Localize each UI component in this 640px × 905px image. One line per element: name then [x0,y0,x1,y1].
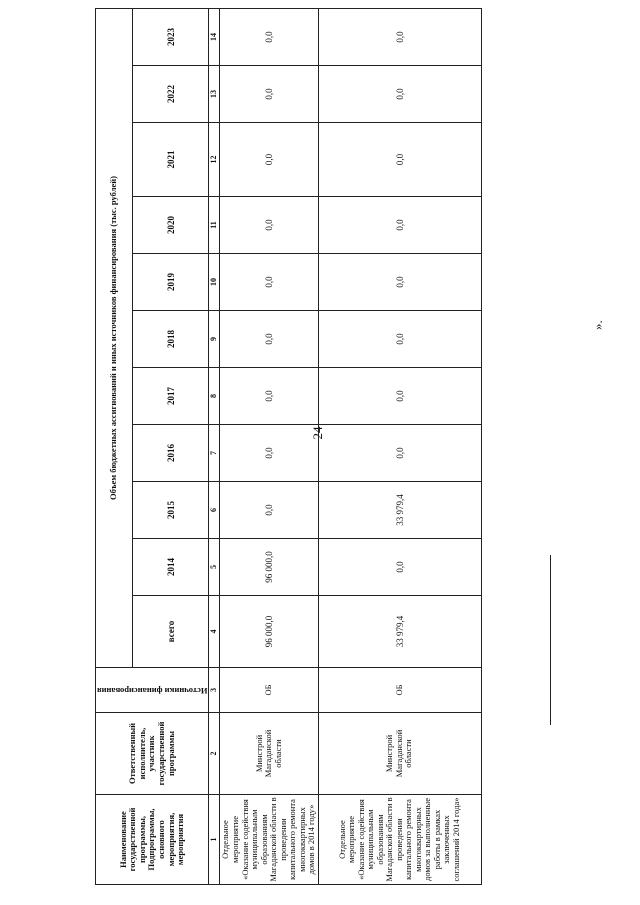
row-total: 96 000,0 [220,596,318,668]
row-value: 0,0 [318,197,481,254]
column-number: 13 [209,66,220,123]
header-responsible: Ответственный исполнитель, участник государственной программы [96,713,209,795]
row-value: 0,0 [220,197,318,254]
row-value: 0,0 [318,66,481,123]
row-value: 0,0 [220,311,318,368]
column-number: 10 [209,254,220,311]
row-value: 0,0 [318,368,481,425]
row-responsible: Минстрой Магаданской области [318,713,481,795]
row-value: 0,0 [220,425,318,482]
column-number: 14 [209,8,220,65]
column-number: 7 [209,425,220,482]
row-value: 0,0 [318,254,481,311]
header-year: 2015 [132,482,209,539]
header-year: 2017 [132,368,209,425]
row-name: Отдельное мероприятие «Оказание содействия муниципальным образованиям Магаданской области в проведении капитального ремонта многоквартирных домов в 2014 году» [220,795,318,885]
column-number: 5 [209,539,220,596]
row-value: 0,0 [318,311,481,368]
row-value: 0,0 [220,66,318,123]
row-name: Отдельное мероприятие «Оказание содействия муниципальным образованиям Магаданской области в проведении капитального ремонта многоквартирных домов за выполненные работы в рамках заключенных соглашений 2014 года» [318,795,481,885]
header-funding-group: Объем бюджетных ассигнований и иных источников финансирования (тыс. рублей) [96,8,133,667]
row-source: ОБ [318,668,481,713]
row-value: 0,0 [220,368,318,425]
column-number: 6 [209,482,220,539]
table-row [318,8,481,884]
row-value: 0,0 [220,482,318,539]
table-row [220,8,318,884]
header-total: всего [132,596,209,668]
row-value: 0,0 [318,539,481,596]
page-number: 24 [310,426,325,440]
header-year: 2023 [132,8,209,65]
column-number: 8 [209,368,220,425]
row-value: 33 979,4 [318,482,481,539]
row-value: 0,0 [318,425,481,482]
column-number: 3 [209,668,220,713]
header-year: 2014 [132,539,209,596]
header-year: 2016 [132,425,209,482]
column-number: 12 [209,123,220,197]
header-year: 2019 [132,254,209,311]
row-total: 33 979,4 [318,596,481,668]
funding-table [95,8,482,885]
header-year: 2020 [132,197,209,254]
row-source: ОБ [220,668,318,713]
header-year: 2021 [132,123,209,197]
row-value: 0,0 [220,254,318,311]
rotated-table-container [95,15,615,885]
column-number: 11 [209,197,220,254]
header-source: Источники финансирования [96,668,209,713]
row-value: 0,0 [318,123,481,197]
header-year: 2018 [132,311,209,368]
row-value: 0,0 [220,8,318,65]
row-value: 96 000,0 [220,539,318,596]
row-value: 0,0 [318,8,481,65]
column-number: 4 [209,596,220,668]
header-year: 2022 [132,66,209,123]
row-responsible: Минстрой Магаданской области [220,713,318,795]
closing-quote-mark: ». [590,320,605,330]
signature-line [550,555,551,725]
column-number: 1 [209,795,220,885]
column-number: 9 [209,311,220,368]
header-name: Наименование государственной программы, Подпрограммы, основного мероприятия, мероприятия [96,795,209,885]
column-number: 2 [209,713,220,795]
row-value: 0,0 [220,123,318,197]
